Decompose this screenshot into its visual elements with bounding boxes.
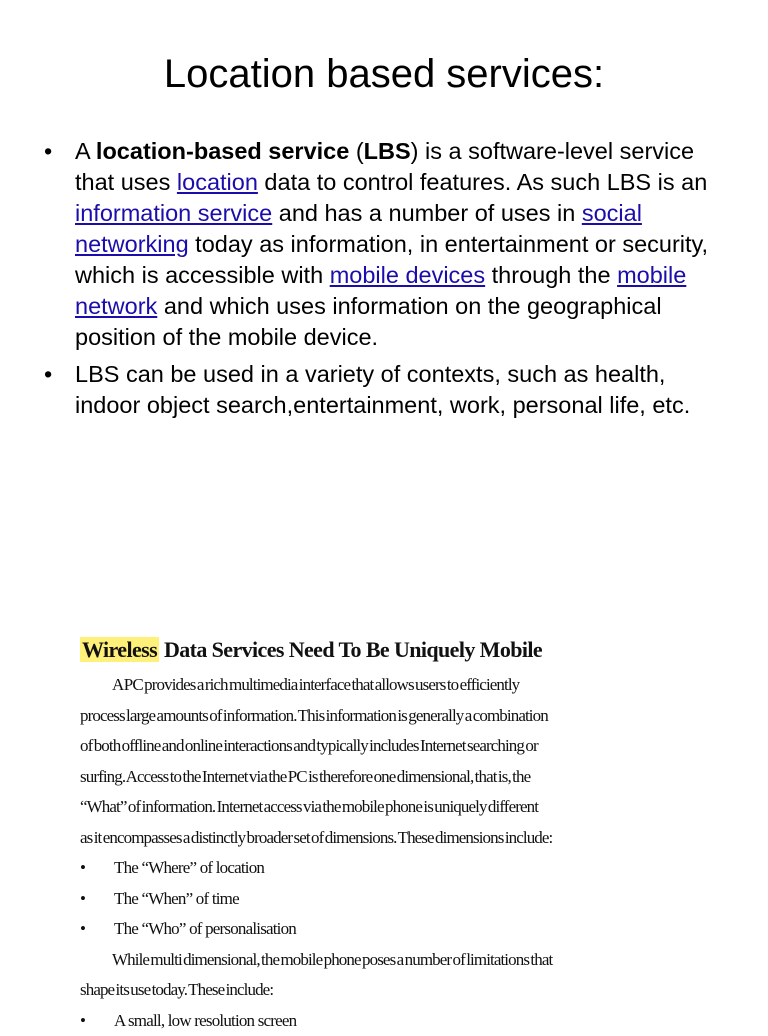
bullet-item [44, 359, 734, 421]
scan-heading-rest: Data Services Need To Be Uniquely Mobile [159, 637, 542, 662]
scan-line: While multi dimensional, the mobile phone poses a number of limitations that [80, 945, 600, 976]
bullet-text: today as information, in entertainment or security, which is accessible with [75, 231, 708, 288]
scan-heading-highlight: Wireless [80, 637, 159, 662]
bullet-dot: • [44, 359, 52, 390]
inline-link[interactable]: mobile network [75, 262, 686, 319]
bullet-text: LBS can be used in a variety of contexts, such as health, indoor object search,entertainment, work, personal life, etc. [75, 361, 690, 418]
scan-line: shape its use today. These include: [80, 975, 600, 1006]
bullet-dot: • [44, 136, 52, 167]
scan-line: of both offline and online interactions and typically includes Internet searching or [80, 731, 600, 762]
bullet-text: A [75, 138, 96, 164]
scan-bullet-dot: • [80, 914, 85, 945]
bullet-text: ( [349, 138, 363, 164]
scan-line: surfing. Access to the Internet via the PC is therefore one dimensional, that is, the [80, 762, 600, 793]
bold-term: location-based service [96, 138, 349, 164]
scan-bullet-text: A small, low resolution screen [114, 1011, 296, 1030]
scan-line: “What” of information. Internet access via the mobile phone is uniquely different [80, 792, 600, 823]
slide-title: Location based services: [0, 48, 768, 100]
bullet-text: and which uses information on the geographical position of the mobile device. [75, 293, 662, 350]
scan-paragraph-2 [80, 945, 600, 1006]
scan-bullet-item [80, 853, 600, 884]
scan-bullet-item [80, 1006, 600, 1036]
bold-term: LBS [364, 138, 411, 164]
inline-link[interactable]: location [177, 169, 258, 195]
scan-line: as it encompasses a distinctly broader set of dimensions. These dimensions include: [80, 823, 600, 854]
inline-link[interactable]: mobile devices [330, 262, 485, 288]
scan-line: A PC provides a rich multimedia interface that allows users to efficiently [80, 670, 600, 701]
bullet-item [44, 136, 734, 353]
scan-heading [80, 630, 600, 670]
bullet-text: through the [485, 262, 617, 288]
scan-bullet-dot: • [80, 884, 85, 915]
inline-link[interactable]: social networking [75, 200, 642, 257]
scan-bullet-text: The “Where” of location [114, 858, 264, 877]
scanned-text-image [80, 630, 600, 1036]
scan-bullet-text: The “When” of time [114, 889, 239, 908]
bullet-text: data to control features. As such LBS is an [258, 169, 707, 195]
scan-line: process large amounts of information. This information is generally a combination [80, 701, 600, 732]
scan-bullet-dot: • [80, 853, 85, 884]
scan-bullet-dot: • [80, 1006, 85, 1036]
scan-bullet-list-2 [80, 1006, 600, 1036]
scan-bullet-text: The “Who” of personalisation [114, 919, 296, 938]
bullet-text: and has a number of uses in [272, 200, 582, 226]
scan-paragraph-1 [80, 670, 600, 853]
scan-bullet-item [80, 884, 600, 915]
bullet-text: ) is a software-level service that uses [75, 138, 694, 195]
scan-bullet-list-1 [80, 853, 600, 945]
scan-bullet-item [80, 914, 600, 945]
bullet-list [44, 136, 734, 427]
inline-link[interactable]: information service [75, 200, 272, 226]
